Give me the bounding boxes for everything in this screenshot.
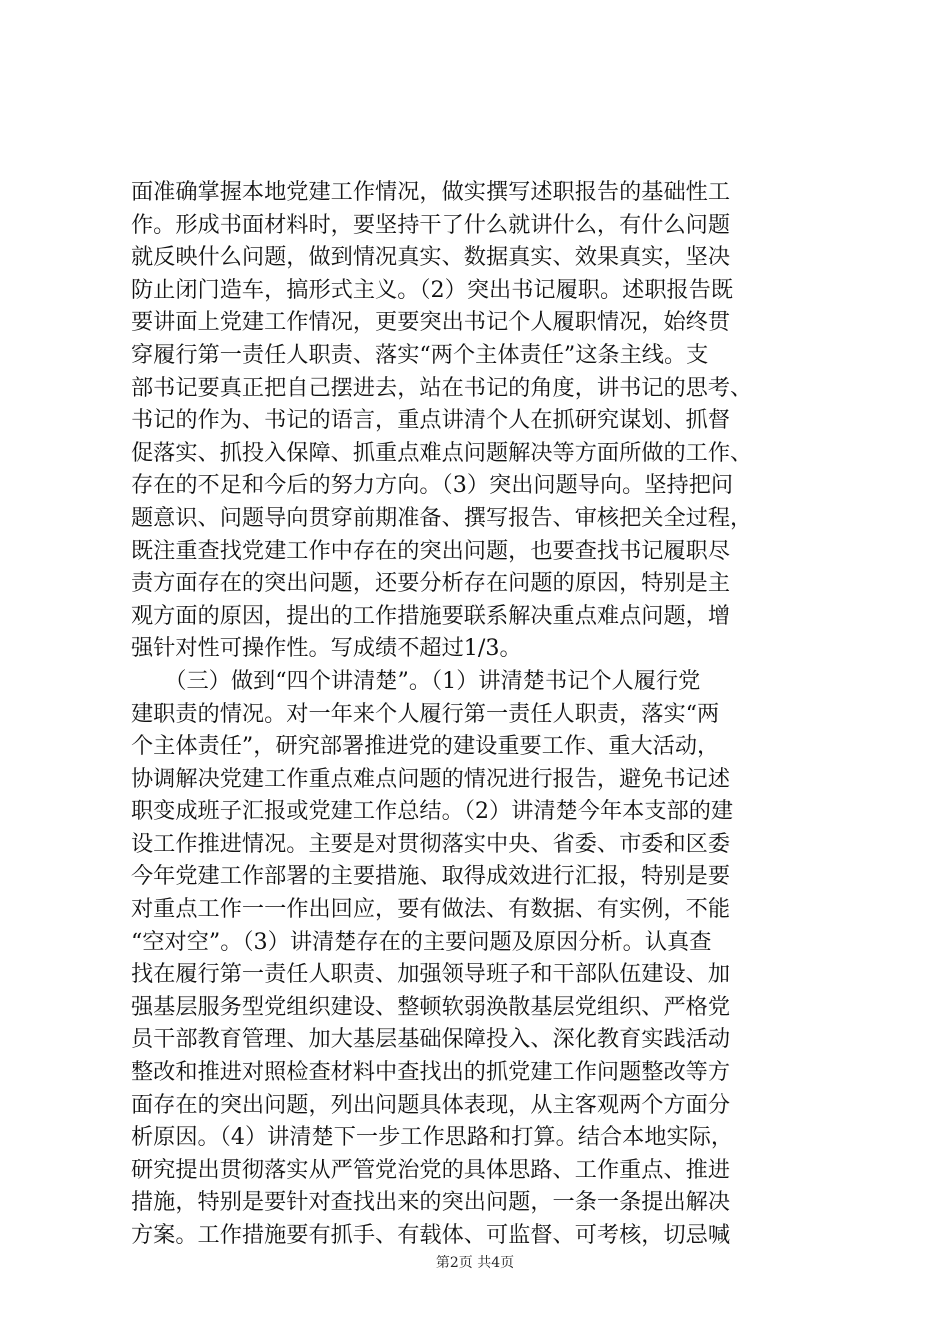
text-line: 建职责的情况。对一年来个人履行第一责任人职责，落实“两 [131,700,720,727]
page-footer: 第2页 共4页 [435,1255,515,1271]
text-line: 部书记要真正把自己摆进去，站在书记的角度，讲书记的思考、 [131,374,753,401]
text-line: 个主体责任”，研究部署推进党的建设重要工作、重大活动， [131,733,720,760]
text-line: 要讲面上党建工作情况，更要突出书记个人履职情况，始终贯 [131,309,731,336]
text-line: 职变成班子汇报或党建工作总结。（2）讲清楚今年本支部的建 [131,798,734,825]
text-line: 研究提出贯彻落实从严管党治党的具体思路、工作重点、推进 [131,1156,731,1183]
text-line: 整改和推进对照检查材料中查找出的抓党建工作问题整改等方 [131,1059,731,1086]
text-line: 方案。工作措施要有抓手、有载体、可监督、可考核，切忌喊 [131,1222,731,1248]
text-line: 今年党建工作部署的主要措施、取得成效进行汇报，特别是要 [131,863,731,890]
text-line: 面准确掌握本地党建工作情况，做实撰写述职报告的基础性工 [131,179,731,205]
text-line: 员干部教育管理、加大基层基础保障投入、深化教育实践活动 [131,1026,731,1053]
text-line: 对重点工作一一作出回应，要有做法、有数据、有实例，不能 [131,896,731,923]
text-line: 穿履行第一责任人职责、落实“两个主体责任”这条主线。支 [131,341,709,368]
text-line: 设工作推进情况。主要是对贯彻落实中央、省委、市委和区委 [131,830,731,857]
text-line: 就反映什么问题，做到情况真实、数据真实、效果真实，坚决 [131,244,731,271]
text-line: 措施，特别是要针对查找出来的突出问题，一条一条提出解决 [131,1189,731,1216]
text-line: 协调解决党建工作重点难点问题的情况进行报告，避免书记述 [131,765,731,792]
text-line: 作。形成书面材料时，要坚持干了什么就讲什么，有什么问题 [131,211,731,238]
text-line: 找在履行第一责任人职责、加强领导班子和干部队伍建设、加 [131,961,731,988]
document-body [131,176,831,1252]
text-line: 强基层服务型党组织建设、整顿软弱涣散基层党组织、严格党 [131,993,731,1020]
text-line: 既注重查找党建工作中存在的突出问题，也要查找书记履职尽 [131,537,731,564]
text-line: 强针对性可操作性。写成绩不超过1/3。 [131,635,522,662]
text-line: 促落实、抓投入保障、抓重点难点问题解决等方面所做的工作、 [131,439,753,466]
text-line: 书记的作为、书记的语言，重点讲清个人在抓研究谋划、抓督 [131,407,731,434]
text-line: （三）做到“四个讲清楚”。（1）讲清楚书记个人履行党 [131,667,701,694]
text-line: 题意识、问题导向贯穿前期准备、撰写报告、审核把关全过程， [131,504,753,531]
text-line: 析原因。（4）讲清楚下一步工作思路和打算。结合本地实际， [131,1124,734,1151]
text-line: 责方面存在的突出问题，还要分析存在问题的原因，特别是主 [131,570,731,597]
text-line: 面存在的突出问题，列出问题具体表现，从主客观两个方面分 [131,1091,731,1118]
text-line: 防止闭门造车，搞形式主义。（2）突出书记履职。述职报告既 [131,276,734,303]
text-line: 存在的不足和今后的努力方向。（3）突出问题导向。坚持把问 [131,472,734,499]
text-line: 观方面的原因，提出的工作措施要联系解决重点难点问题，增 [131,602,731,629]
text-line: “空对空”。（3）讲清楚存在的主要问题及原因分析。认真查 [131,928,712,955]
